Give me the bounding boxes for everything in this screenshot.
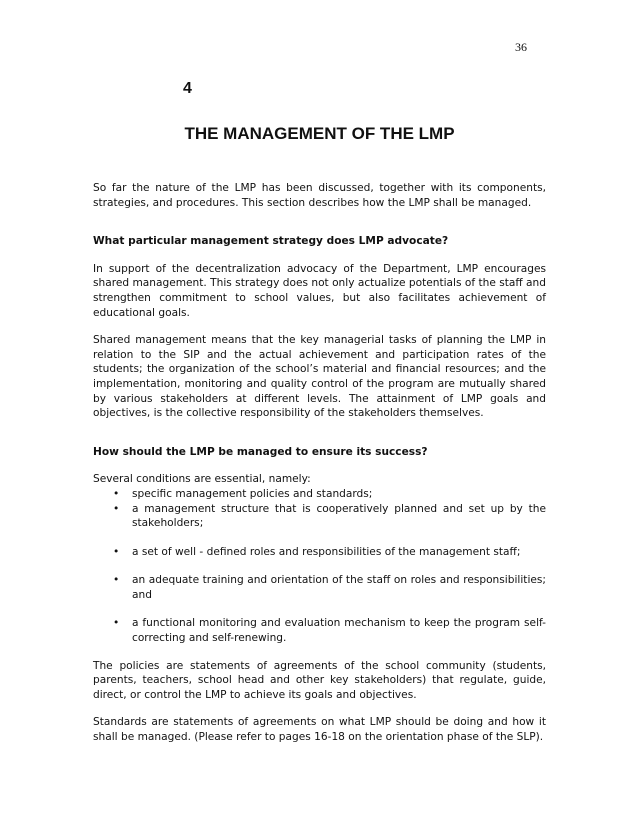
list-item-text: a management structure that is cooperatively planned and set up by the stakeholders; — [132, 502, 546, 530]
list-item-text: an adequate training and orientation of the staff on roles and responsibilities; and — [132, 574, 546, 601]
document-body — [93, 181, 546, 745]
list-item — [93, 502, 546, 531]
list-item-text: a functional monitoring and evaluation mechanism to keep the program self-correcting and self-renewing. — [132, 617, 546, 645]
policies-paragraph: The policies are statements of agreements of the school community (students, parents, teachers, school head and other key stakeholders) that regulate, guide, direct, or control the LMP to achieve its goals and objectives. — [93, 659, 546, 701]
strategy-paragraph: In support of the decentralization advocacy of the Department, LMP encourages shared management. This strategy does not only actualize potentials of the staff and strengthen commitment to school values, but also facilitates achievement of educational goals. — [93, 262, 546, 319]
bullet-icon: • — [113, 502, 120, 515]
list-item — [93, 545, 546, 560]
standards-paragraph: Standards are statements of agreements on what LMP should be doing and how it shall be managed. (Please refer to pages 16-18 on the orientation phase of the SLP). — [93, 716, 546, 744]
bullet-icon: • — [113, 617, 120, 630]
chapter-title: THE MANAGEMENT OF THE LMP — [184, 124, 455, 143]
section-heading-strategy: What particular management strategy does LMP advocate? — [93, 235, 449, 248]
list-item — [93, 573, 546, 602]
conditions-lead: Several conditions are essential, namely: — [93, 473, 311, 486]
conditions-list — [93, 487, 546, 646]
section-heading-success: How should the LMP be managed to ensure its success? — [93, 445, 428, 458]
list-item-text: a set of well - defined roles and responsibilities of the management staff; — [132, 545, 521, 558]
bullet-icon: • — [113, 574, 120, 587]
bullet-icon: • — [113, 487, 120, 500]
list-item — [93, 487, 546, 502]
list-item-text: specific management policies and standards; — [132, 487, 373, 500]
list-item — [93, 616, 546, 645]
intro-paragraph: So far the nature of the LMP has been discussed, together with its components, strategies, and procedures. This section describes how the LMP shall be managed. — [93, 182, 546, 209]
page-number: 36 — [515, 40, 527, 54]
bullet-icon: • — [113, 545, 120, 558]
shared-management-paragraph: Shared management means that the key managerial tasks of planning the LMP in relation to the SIP and the actual achievement and participation rates of the students; the organization of the school’s material and financial resources; and the implementation, monitoring and quality control of the program are mutually shared by various stakeholders at different levels. The attainment of LMP goals and objectives, is the collective responsibility of the stakeholders themselves. — [93, 334, 546, 420]
chapter-number: 4 — [183, 80, 192, 97]
